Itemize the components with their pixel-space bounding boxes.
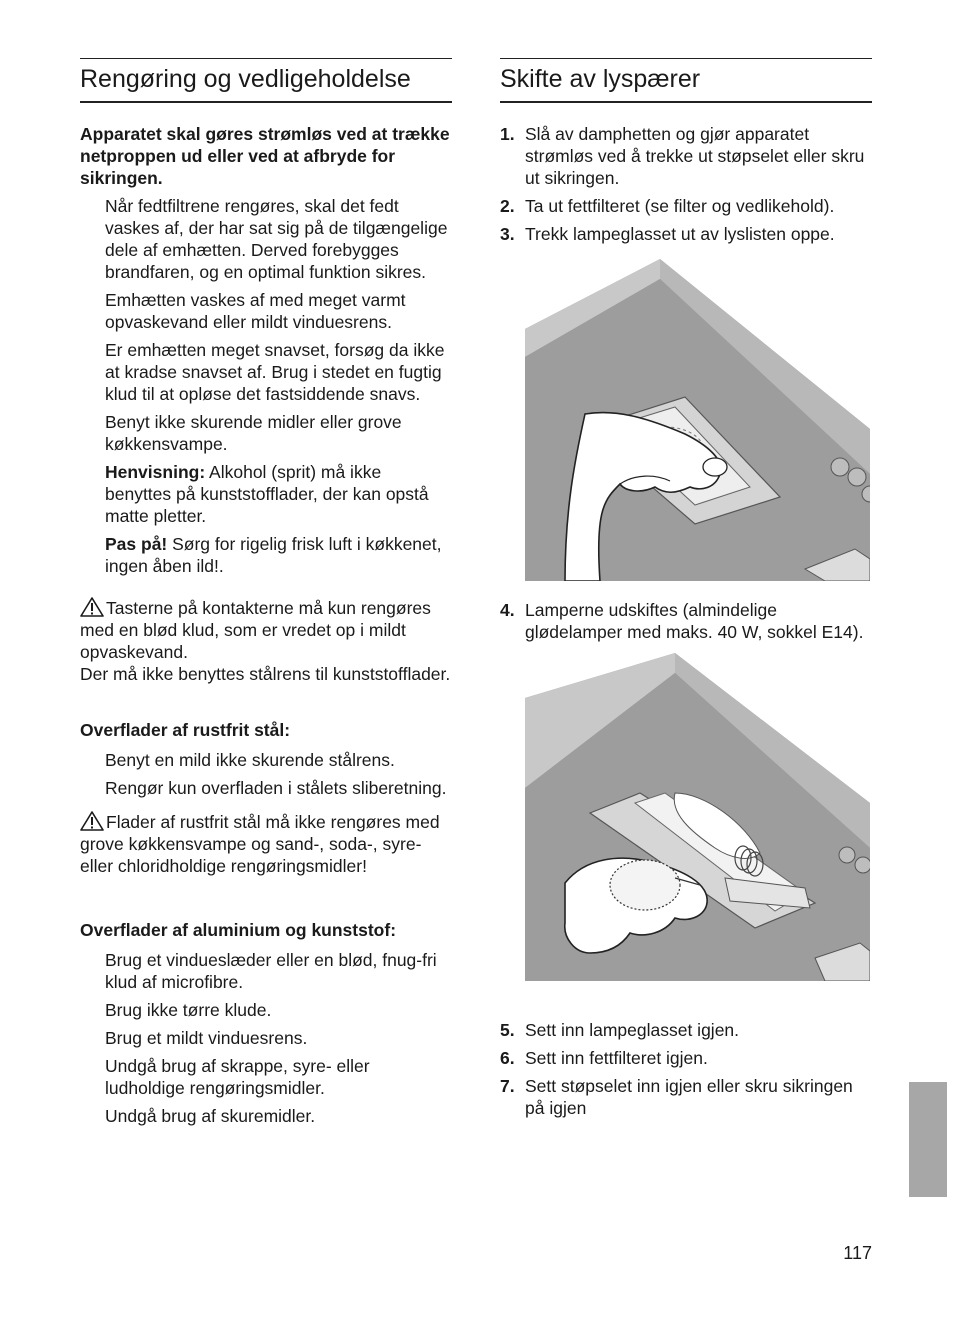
step-item xyxy=(500,1047,872,1069)
steel-item: Benyt en mild ikke skurende stålrens. xyxy=(105,750,395,770)
step-number: 4. xyxy=(500,600,515,620)
step-item xyxy=(500,1075,872,1119)
step-item xyxy=(500,1019,872,1041)
page-number: 117 xyxy=(843,1243,872,1263)
step-text: Sett støpselet inn igjen eller skru sikringen på igjen xyxy=(525,1076,853,1118)
language-tab-marker xyxy=(909,1082,947,1197)
step-text: Lamperne udskiftes (almindelige glødelamper med maks. 40 W, sokkel E14). xyxy=(525,600,864,642)
steel-heading: Overflader af rustfrit stål: xyxy=(80,720,291,740)
caution-label: Pas på! xyxy=(105,534,168,554)
illustration-remove-lamp-glass xyxy=(525,259,870,581)
warning-block-steel xyxy=(80,811,452,877)
step-text: Ta ut fettfilteret (se filter og vedlikehold). xyxy=(525,196,835,216)
step-item xyxy=(500,599,872,643)
step-number: 3. xyxy=(500,224,515,244)
section-title-cleaning: Rengøring og vedligeholdelse xyxy=(80,58,452,103)
warning-text: Flader af rustfrit stål må ikke rengøres med grove køkkensvampe og sand-, soda-, syre- eller chloridholdige rengøringsmidler! xyxy=(80,812,440,876)
paragraph: Emhætten vaskes af med meget varmt opvaskevand eller mildt vinduesrens. xyxy=(105,290,406,332)
notice-label: Henvisning: xyxy=(105,462,206,482)
step-text: Sett inn fettfilteret igjen. xyxy=(525,1048,708,1068)
caution-paragraph xyxy=(105,533,452,577)
step-number: 7. xyxy=(500,1076,515,1096)
alu-heading: Overflader af aluminium og kunststof: xyxy=(80,920,397,940)
left-column xyxy=(80,58,452,1133)
steps-list-c xyxy=(500,1019,872,1119)
step-item xyxy=(500,195,872,217)
right-column xyxy=(500,58,872,1125)
warning-text-line2: Der må ikke benyttes stålrens til kunststofflader. xyxy=(80,664,451,684)
step-text: Trekk lampeglasset ut av lyslisten oppe. xyxy=(525,224,835,244)
paragraph: Benyt ikke skurende midler eller grove køkkensvampe. xyxy=(105,412,402,454)
paragraph: Er emhætten meget snavset, forsøg da ikke at kradse snavset af. Brug i stedet en fugtig klud til at opløse det fastsiddende snavs. xyxy=(105,340,445,404)
illustration-replace-bulb xyxy=(525,653,870,981)
paragraph: Når fedtfiltrene rengøres, skal det fedt vaskes af, der har sat sig på de tilgængelige dele af emhætten. Derved forebygges brandfaren, og en optimal funktion sikres. xyxy=(105,196,448,282)
notice-text: Alkohol (sprit) må ikke benyttes på kunststofflader, der kan opstå matte pletter. xyxy=(105,462,429,526)
section-title-bulbs: Skifte av lyspærer xyxy=(500,58,872,103)
step-number: 6. xyxy=(500,1048,515,1068)
alu-item: Brug et mildt vinduesrens. xyxy=(105,1028,308,1048)
alu-item: Undgå brug af skrappe, syre- eller ludholdige rengøringsmidler. xyxy=(105,1056,370,1098)
steps-list-a xyxy=(500,123,872,245)
alu-item: Brug ikke tørre klude. xyxy=(105,1000,272,1020)
steps-list-b xyxy=(500,599,872,643)
warning-text: Tasterne på kontakterne må kun rengøres med en blød klud, som er vredet op i mildt opvaskevand. xyxy=(80,598,431,662)
step-text: Slå av damphetten og gjør apparatet strømløs ved å trekke ut støpselet eller skru ut sikringen. xyxy=(525,124,865,188)
warning-block-keys xyxy=(80,597,452,685)
alu-item: Brug et vindueslæder eller en blød, fnug-fri klud af microfibre. xyxy=(105,950,437,992)
step-number: 5. xyxy=(500,1020,515,1040)
caution-text: Sørg for rigelig frisk luft i køkkenet, ingen åben ild!. xyxy=(105,534,442,576)
step-number: 2. xyxy=(500,196,515,216)
steel-item: Rengør kun overfladen i stålets sliberetning. xyxy=(105,778,447,798)
alu-item: Undgå brug af skuremidler. xyxy=(105,1106,316,1126)
step-number: 1. xyxy=(500,124,515,144)
notice-paragraph xyxy=(105,461,452,527)
step-item xyxy=(500,123,872,189)
warning-triangle-icon xyxy=(80,811,104,831)
lead-warning: Apparatet skal gøres strømløs ved at trække netproppen ud eller ved at afbryde for sikringen. xyxy=(80,124,450,188)
warning-triangle-icon xyxy=(80,597,104,617)
step-item xyxy=(500,223,872,245)
step-text: Sett inn lampeglasset igjen. xyxy=(525,1020,740,1040)
